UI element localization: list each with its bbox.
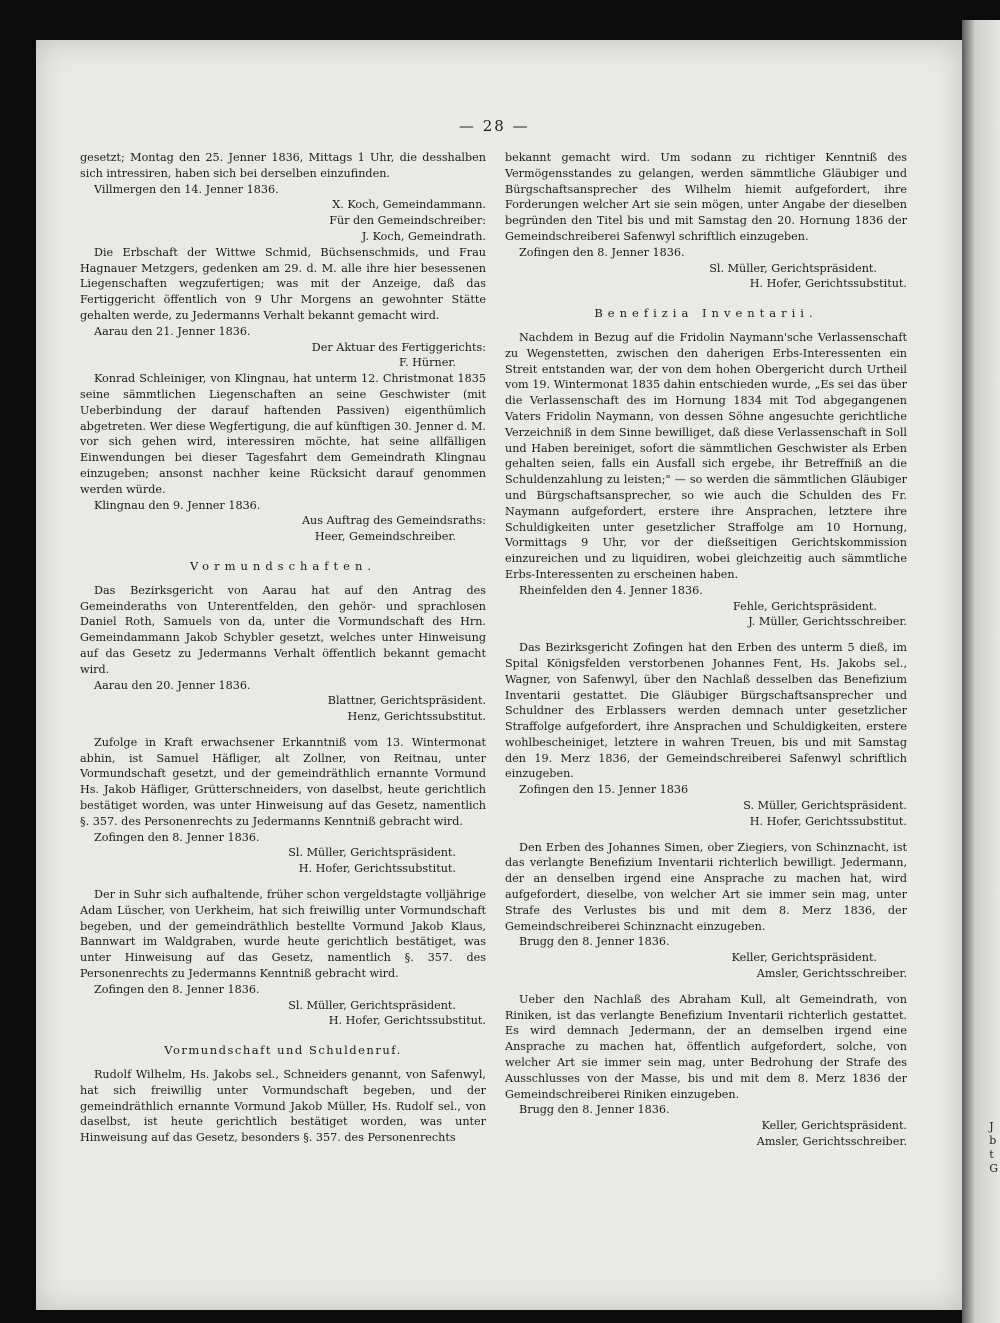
notice-date: Brugg den 8. Jenner 1836. xyxy=(519,935,670,949)
section-heading-schuldenruf: Vormundschaft und Schuldenruf. xyxy=(164,1043,402,1058)
notice-date: Villmergen den 14. Jenner 1836. xyxy=(94,182,279,196)
signature: J. Koch, Gemeindrath. xyxy=(361,229,486,243)
signature: H. Hofer, Gerichtssubstitut. xyxy=(298,862,456,876)
signature: Aus Auftrag des Gemeindsraths: xyxy=(301,514,486,528)
signature: Sl. Müller, Gerichtspräsident. xyxy=(709,261,877,275)
signature: Fehle, Gerichtspräsident. xyxy=(732,599,877,613)
notice-date: Klingnau den 9. Jenner 1836. xyxy=(94,498,261,512)
signature: H. Hofer, Gerichtssubstitut. xyxy=(328,1014,486,1028)
signature: Blattner, Gerichtspräsident. xyxy=(327,694,486,708)
notice-daniel-roth: Das Bezirksgericht von Aarau hat auf den Antrag des Gemeinderaths von Unterentfelden, den gehör- und sprachlosen Daniel Roth, Samuels von da, unter die Vormundschaft des Hrn. Gemeindammann Jakob Schybler gesetzt, welches unter Hinweisung auf das Gesetz zu Jedermanns Verhalt öffentlich bekannt gemacht wird. xyxy=(80,583,486,676)
notice-samuel-haefliger: Zufolge in Kraft erwachsener Erkanntniß vom 13. Wintermonat abhin, ist Samuel Häfliger, alt Zollner, von Reitnau, unter Vormundschaft gesetzt, und der gemeindräthlich ernannte Vormund Hs. Jakob Häfliger, Grütterschneiders, von daselbst, heute gerichtlich bestätiget worden, was unter Hinweisung auf das Gesetz, namentlich §. 357. des Personenrechts zu Jedermanns Kenntniß gebracht wird. xyxy=(80,735,486,828)
signature: Amsler, Gerichtsschreiber. xyxy=(756,967,907,981)
edge-marks: J b t G xyxy=(989,1120,998,1175)
notice-fridolin-naymann: Nachdem in Bezug auf die Fridolin Naymann'sche Verlassenschaft zu Wegenstetten, zwischen den daherigen Erbs-Interessenten ein Streit entstanden war, der von dem hohen Obergericht durch Urtheil vom 19. Wintermonat 1835 dahin entschieden wurde, „Es sei das über die Verlassenschaft des im Hornung 1834 mit Tod abgegangenen Vaters Fridolin Naymann, von dessen Söhne angesuchte gerichtliche Verzeichniß in dem Sinne bewilliget, daß diese Verlassenschaft in Soll und Haben bereiniget, sofort die sämmtlichen Geschwister als Erben gehalten seien, falls ein Ausfall sich ergebe, ihr Betreffniß an die Schuldenzahlung zu leisten;" — so werden die sämmtlichen Gläubiger und Bürgschaftsansprecher, so wie auch die Schulden des Fr. Naymann aufgefordert, erstere ihre Ansprachen, letztere ihre Schuldigkeiten unter gesetzlicher Straffolge am 10 Hornung, Vormittags 9 Uhr, vor der dießseitigen Gerichtskommission einzureichen und zu liquidiren, wobei gleichzeitig auch sämmtliche Erbs-Interessenten zu erscheinen haben. xyxy=(505,330,907,581)
notice-adam-luescher: Der in Suhr sich aufhaltende, früher schon vergeldstagte volljährige Adam Lüscher, von Uerkheim, hat sich freiwillig unter Vormundschaft begeben, und der gemeindräthlich bestellte Vormund Jakob Klaus, Bannwart im Waldgraben, wurde heute gerichtlich bestätiget, was unter Hinweisung auf das Gesetz, namentlich §. 357. des Personenrechts zu Jedermanns Kenntniß gebracht wird. xyxy=(80,888,486,981)
signature: H. Hofer, Gerichtssubstitut. xyxy=(749,814,907,828)
signature: Henz, Gerichtssubstitut. xyxy=(347,710,486,724)
signature: Für den Gemeindschreiber: xyxy=(329,214,486,228)
signature: Sl. Müller, Gerichtspräsident. xyxy=(288,846,456,860)
notice-klingnau: Konrad Schleiniger, von Klingnau, hat unterm 12. Christmonat 1835 seine sämmtlichen Liegenschaften an seine Geschwister (mit Ueberbindung der darauf haftenden Passiven) eigenthümlich abgetreten. Wer diese Wegfertigung, die auf künftigen 30. Jenner d. M. vor sich gehen wird, interessiren möchte, hat seine allfälligen Einwendungen bei dieser Tagesfahrt dem Gemeindrath Klingnau einzugeben; ansonst nachher keine Rücksicht darauf genommen werden würde. xyxy=(80,372,486,496)
notice-johannes-simen: Den Erben des Johannes Simen, ober Ziegiers, von Schinznacht, ist das verlangte Benefizium Inventarii richterlich bewilligt. Jedermann, der an denselben irgend eine Ansprache zu machen hat, wird aufgefordert, dieselbe, von welcher Art sie immer sein mag, unter Strafe des Verlustes bis und mit dem 8. Merz 1836, der Gemeindschreiberei Schinznacht einzugeben. xyxy=(505,840,907,933)
signature: Der Aktuar des Fertiggerichts: xyxy=(311,340,486,354)
signature: Keller, Gerichtspräsident. xyxy=(761,1119,907,1133)
section-heading-vormundschaften: Vormundschaften. xyxy=(189,558,377,573)
signature: J. Müller, Gerichtsschreiber. xyxy=(748,615,907,629)
notice-abraham-kull: Ueber den Nachlaß des Abraham Kull, alt Gemeindrath, von Riniken, ist das verlangte Benefizium Inventarii richterlich gestattet. Es wird demnach Jedermann, der an demselben irgend eine Ansprache zu machen hat, öffentlich aufgefordert, solche, von welcher Art sie immer sein mag, unter Bedrohung der Strafe des Ausschlusses von der Masse, bis und mit dem 8. Merz 1836 der Gemeindschreiberei Riniken einzugeben. xyxy=(505,992,907,1101)
notice-date: Zofingen den 15. Jenner 1836 xyxy=(519,783,689,797)
signature: F. Hürner. xyxy=(399,356,456,370)
notice-date: Brugg den 8. Jenner 1836. xyxy=(519,1103,670,1117)
adjacent-page-edge xyxy=(962,20,1000,1323)
signature: X. Koch, Gemeindammann. xyxy=(332,198,486,212)
signature: Sl. Müller, Gerichtspräsident. xyxy=(288,998,456,1012)
notice-date: Zofingen den 8. Jenner 1836. xyxy=(94,830,260,844)
notice-date: Aarau den 21. Jenner 1836. xyxy=(94,324,251,338)
notice-date: Zofingen den 8. Jenner 1836. xyxy=(94,982,260,996)
page-number: — 28 — xyxy=(459,117,530,135)
signature: Keller, Gerichtspräsident. xyxy=(731,951,877,965)
signature: Heer, Gemeindschreiber. xyxy=(314,530,456,544)
notice-date: Zofingen den 8. Jenner 1836. xyxy=(519,245,685,259)
signature: Amsler, Gerichtsschreiber. xyxy=(756,1135,907,1149)
notice-villmergen: gesetzt; Montag den 25. Jenner 1836, Mittags 1 Uhr, die desshalben sich intressiren, haben sich bei derselben einzufinden. xyxy=(80,151,486,180)
notice-johannes-fent: Das Bezirksgericht Zofingen hat den Erben des unterm 5 dieß, im Spital Königsfelden verstorbenen Johannes Fent, Hs. Jakobs sel., Wagner, von Safenwyl, über den Nachlaß desselben das Benefizium Inventarii gestattet. Die Gläubiger Bürgschaftsansprecher und Schuldner des Erblassers werden demnach unter gesetzlicher Straffolge aufgefordert, ihre Ansprachen und Schuldigkeiten, erstere wohlbescheiniget, letztere in wahren Treuen, bis und mit Samstag den 19. Merz 1836, der Gemeindschreiberei Safenwyl schriftlich einzugeben. xyxy=(505,641,907,781)
notice-rudolf-wilhelm: Rudolf Wilhelm, Hs. Jakobs sel., Schneiders genannt, von Safenwyl, hat sich freiwillig unter Vormundschaft begeben, und der gemeindräthlich ernannte Vormund Jakob Müller, Hs. Rudolf sel., von daselbst, ist heute gerichtlich bestätiget worden, was unter Hinweisung auf das Gesetz, besonders §. 357. des Personenrechts xyxy=(80,1068,486,1145)
right-column xyxy=(505,150,907,1150)
signature: S. Müller, Gerichtspräsident. xyxy=(743,799,907,813)
notice-date: Rheinfelden den 4. Jenner 1836. xyxy=(519,583,703,597)
left-column xyxy=(80,150,486,1146)
notice-aarau-erbschaft: Die Erbschaft der Wittwe Schmid, Büchsenschmids, und Frau Hagnauer Metzgers, gedenken am 29. d. M. alle ihre hier besessenen Liegenschaften wegzufertigen; was mit der Anzeige, daß das Fertiggericht öffentlich von 9 Uhr Morgens an gewohnter Stätte gehalten werde, zu Jedermanns Verhalt bekannt gemacht wird. xyxy=(80,245,486,322)
signature: H. Hofer, Gerichtssubstitut. xyxy=(749,277,907,291)
notice-date: Aarau den 20. Jenner 1836. xyxy=(94,678,251,692)
notice-rudolf-wilhelm-cont: bekannt gemacht wird. Um sodann zu richtiger Kenntniß des Vermögensstandes zu gelangen, werden sämmtliche Gläubiger und Bürgschaftsansprecher des Wilhelm hiemit aufgefordert, ihre Forderungen welcher Art sie sein mögen, unter Angabe der dieselben begründen den Titel bis und mit Samstag den 20. Hornung 1836 der Gemeindschreiberei Safenwyl schriftlich einzugeben. xyxy=(505,151,907,243)
section-heading-benefizia: Benefizia Inventarii. xyxy=(594,306,818,321)
